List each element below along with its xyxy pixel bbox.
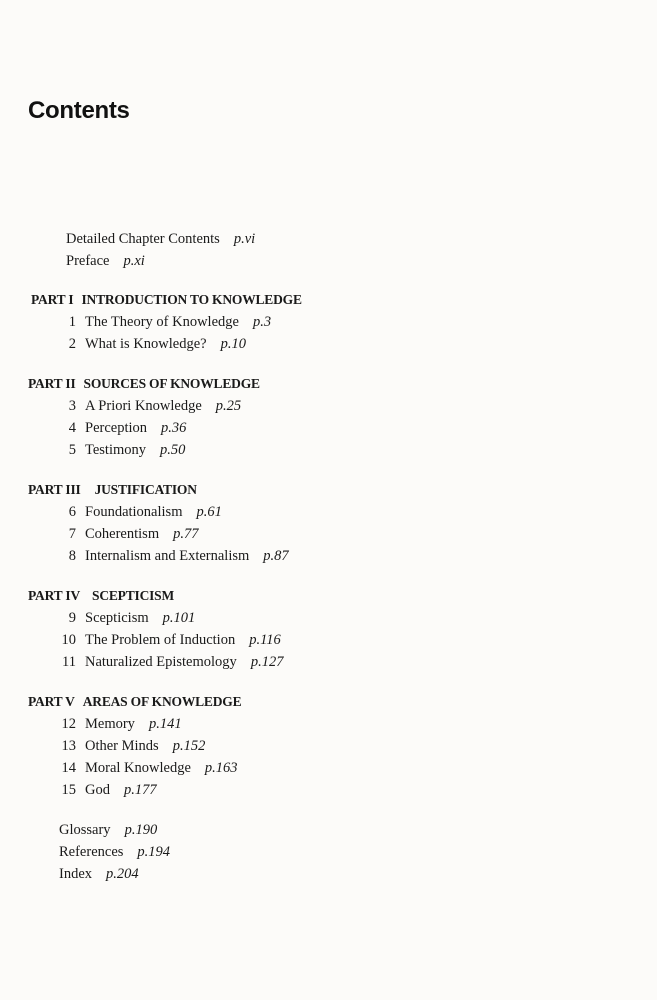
chapter-title: Scepticism bbox=[85, 610, 149, 626]
chapter-entry[interactable] bbox=[54, 441, 185, 459]
chapter-entry[interactable] bbox=[54, 781, 157, 799]
entry-page: p.190 bbox=[124, 822, 158, 838]
chapter-entry[interactable] bbox=[54, 525, 198, 543]
chapter-number: 7 bbox=[68, 526, 76, 542]
entry-page: p.xi bbox=[123, 253, 145, 269]
chapter-number: 9 bbox=[68, 610, 76, 626]
chapter-title: Testimony bbox=[85, 442, 147, 458]
chapter-page: p.36 bbox=[161, 420, 187, 436]
page-title: Contents bbox=[28, 97, 130, 124]
chapter-entry[interactable] bbox=[54, 313, 271, 331]
part-label: PART II bbox=[28, 376, 76, 391]
entry-title: Preface bbox=[66, 253, 110, 269]
chapter-number: 2 bbox=[68, 336, 76, 352]
chapter-page: p.127 bbox=[250, 654, 284, 670]
entry-title: Glossary bbox=[59, 822, 111, 838]
chapter-entry[interactable] bbox=[54, 653, 283, 671]
toc-entry-glossary[interactable] bbox=[59, 821, 157, 839]
chapter-page: p.177 bbox=[123, 782, 157, 798]
chapter-entry[interactable] bbox=[54, 737, 205, 755]
chapter-number: 3 bbox=[68, 398, 76, 414]
chapter-number: 8 bbox=[68, 548, 76, 564]
chapter-number: 6 bbox=[68, 504, 76, 520]
chapter-page: p.163 bbox=[204, 760, 238, 776]
toc-entry-preface[interactable] bbox=[66, 252, 145, 270]
entry-page: p.204 bbox=[106, 866, 139, 882]
chapter-title: Memory bbox=[85, 716, 135, 732]
chapter-page: p.3 bbox=[252, 314, 272, 330]
chapter-number: 4 bbox=[68, 420, 76, 436]
chapter-title: Internalism and Externalism bbox=[85, 548, 250, 564]
toc-entry-index[interactable] bbox=[59, 865, 139, 883]
part-label: PART V bbox=[28, 694, 75, 709]
chapter-title: The Problem of Induction bbox=[85, 632, 236, 648]
chapter-page: p.61 bbox=[196, 504, 222, 520]
chapter-title: A Priori Knowledge bbox=[85, 398, 202, 414]
chapter-number: 5 bbox=[68, 442, 76, 458]
part-title: SOURCES OF KNOWLEDGE bbox=[83, 376, 260, 391]
chapter-entry[interactable] bbox=[54, 397, 241, 415]
chapter-title: God bbox=[85, 782, 110, 798]
chapter-title: Foundationalism bbox=[85, 504, 183, 520]
part-heading-3[interactable] bbox=[28, 481, 197, 499]
chapter-page: p.116 bbox=[249, 632, 281, 648]
part-heading-2[interactable] bbox=[28, 375, 260, 393]
chapter-title: Other Minds bbox=[85, 738, 159, 754]
part-label: PART I bbox=[31, 292, 74, 307]
part-title: SCEPTICISM bbox=[92, 588, 175, 603]
chapter-number: 11 bbox=[62, 654, 76, 670]
chapter-entry[interactable] bbox=[54, 547, 289, 565]
entry-title: Detailed Chapter Contents bbox=[66, 231, 220, 247]
chapter-entry[interactable] bbox=[54, 759, 238, 777]
chapter-title: The Theory of Knowledge bbox=[85, 314, 239, 330]
part-heading-4[interactable] bbox=[28, 587, 174, 605]
chapter-title: Moral Knowledge bbox=[85, 760, 191, 776]
part-heading-1[interactable] bbox=[31, 291, 302, 309]
chapter-page: p.77 bbox=[173, 526, 199, 542]
chapter-entry[interactable] bbox=[54, 715, 182, 733]
chapter-entry[interactable] bbox=[54, 609, 195, 627]
part-title: INTRODUCTION TO KNOWLEDGE bbox=[81, 292, 302, 307]
chapter-page: p.50 bbox=[160, 442, 186, 458]
chapter-entry[interactable] bbox=[54, 419, 186, 437]
entry-title: Index bbox=[59, 866, 93, 882]
chapter-page: p.25 bbox=[215, 398, 242, 414]
chapter-number: 10 bbox=[61, 632, 76, 648]
chapter-number: 13 bbox=[61, 738, 76, 754]
chapter-number: 14 bbox=[61, 760, 76, 776]
chapter-entry[interactable] bbox=[54, 631, 281, 649]
chapter-entry[interactable] bbox=[54, 335, 246, 353]
chapter-page: p.152 bbox=[172, 738, 206, 754]
entry-title: References bbox=[59, 844, 124, 860]
entry-page: p.194 bbox=[137, 844, 171, 860]
chapter-page: p.101 bbox=[162, 610, 196, 626]
chapter-number: 1 bbox=[68, 314, 76, 330]
toc-entry-detailed-contents[interactable] bbox=[66, 230, 255, 248]
part-heading-5[interactable] bbox=[28, 693, 241, 711]
chapter-title: What is Knowledge? bbox=[85, 336, 207, 352]
entry-page: p.vi bbox=[233, 231, 256, 247]
chapter-title: Coherentism bbox=[85, 526, 160, 542]
chapter-page: p.87 bbox=[263, 548, 289, 564]
toc-entry-references[interactable] bbox=[59, 843, 170, 861]
chapter-page: p.10 bbox=[220, 336, 246, 352]
chapter-number: 15 bbox=[61, 782, 76, 798]
part-label: PART IV bbox=[28, 588, 81, 603]
part-title: AREAS OF KNOWLEDGE bbox=[82, 694, 242, 709]
chapter-title: Perception bbox=[85, 420, 148, 436]
chapter-entry[interactable] bbox=[54, 503, 222, 521]
chapter-number: 12 bbox=[61, 716, 76, 732]
chapter-title: Naturalized Epistemology bbox=[85, 654, 237, 670]
part-label: PART III bbox=[28, 482, 81, 497]
part-title: JUSTIFICATION bbox=[94, 482, 197, 497]
chapter-page: p.141 bbox=[148, 716, 182, 732]
